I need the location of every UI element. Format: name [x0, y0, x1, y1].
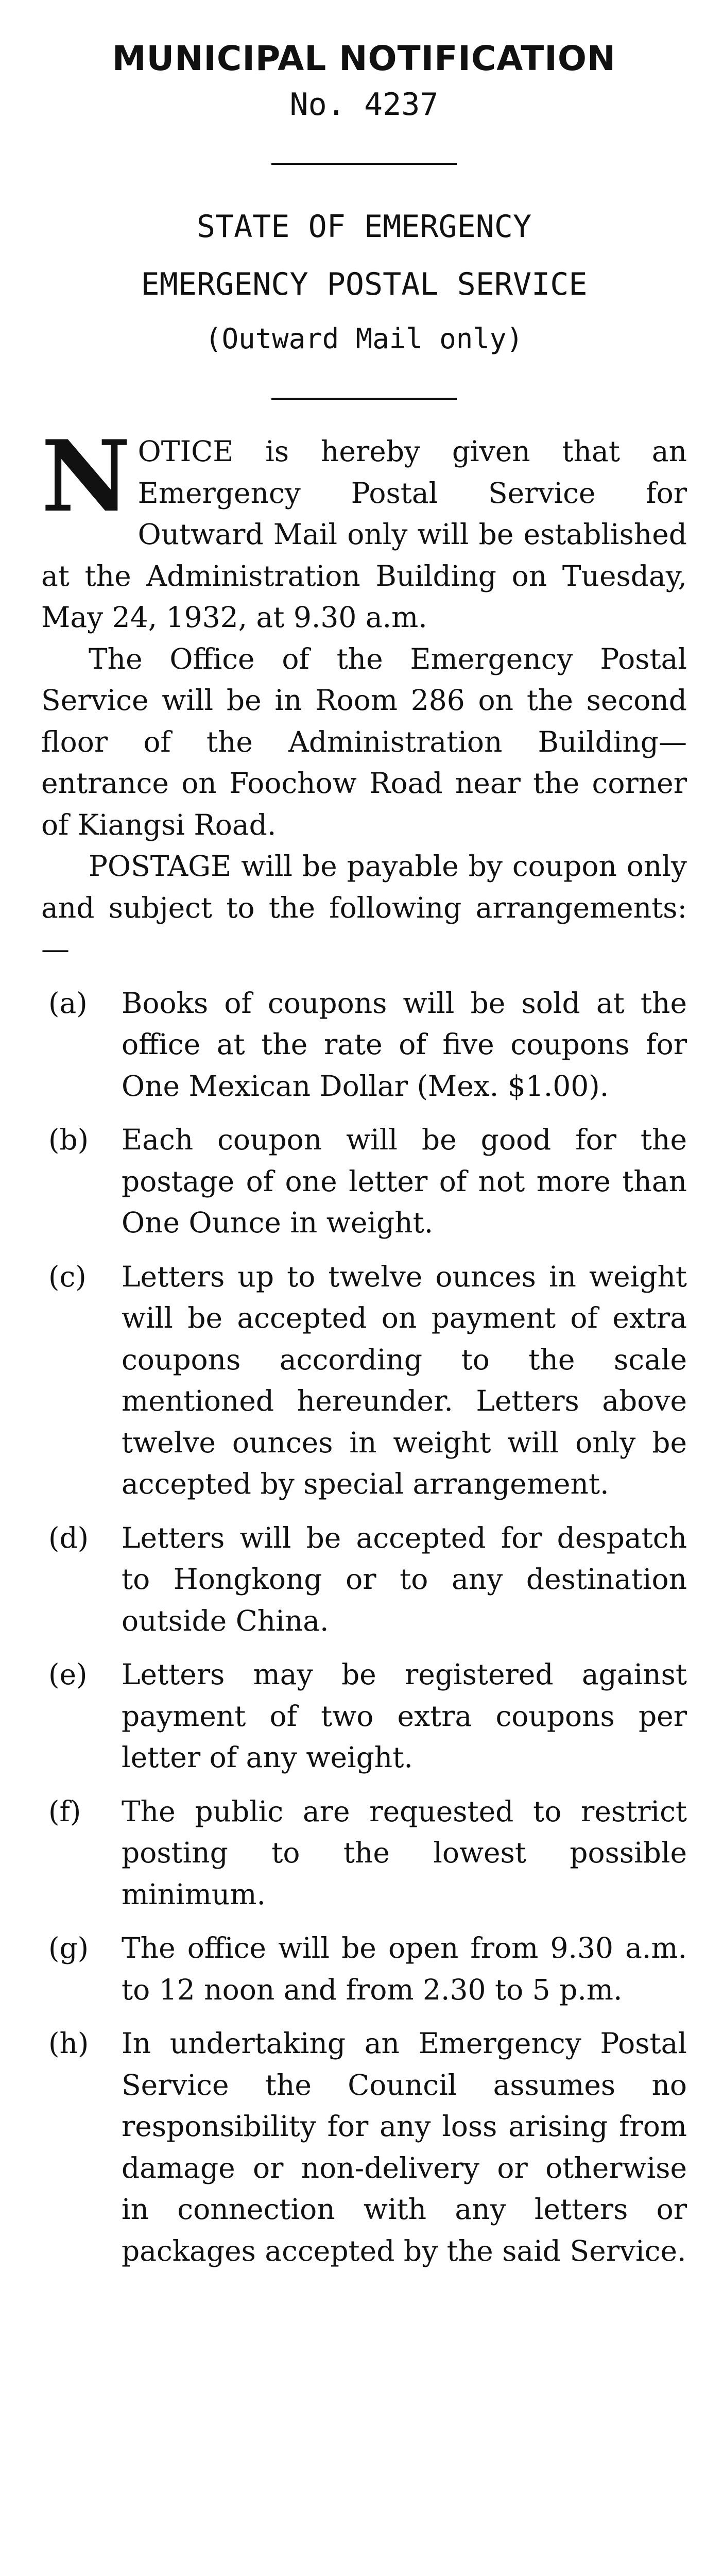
item-label: (c): [48, 1260, 87, 1293]
item-label: (b): [48, 1123, 89, 1156]
list-item: [41, 1119, 687, 1244]
notification-number: No. 4237: [289, 87, 439, 123]
item-label: (a): [48, 986, 88, 1020]
top-divider: [271, 163, 457, 165]
item-label: (g): [48, 1931, 89, 1964]
list-item: [41, 982, 687, 1107]
item-label: (d): [48, 1521, 89, 1554]
notification-title: MUNICIPAL NOTIFICATION: [112, 39, 616, 78]
office-paragraph: The Office of the Emergency Postal Service will be in Room 286 on the second floor of the Administration Building—entrance on Foochow Road near the corner of Kiangsi Road.: [41, 642, 687, 841]
item-text: The office will be open from 9.30 a.m. to 12 noon and from 2.30 to 5 p.m.: [122, 1931, 687, 2006]
item-text: Books of coupons will be sold at the office at the rate of five coupons for One Mexican Dollar (Mex. $1.00).: [122, 986, 687, 1103]
item-text: The public are requested to restrict posting to the lowest possible minimum.: [122, 1794, 687, 1911]
postage-paragraph: POSTAGE will be payable by coupon only and subject to the following arrangements:—: [41, 850, 687, 965]
item-text: Letters will be accepted for despatch to Hongkong or to any destination outside China.: [122, 1521, 687, 1637]
heading-emergency-postal-service: EMERGENCY POSTAL SERVICE: [141, 266, 588, 302]
list-item: [41, 1654, 687, 1778]
item-label: (e): [48, 1658, 88, 1691]
list-item: [41, 1927, 687, 2010]
drop-cap: N: [41, 419, 131, 534]
item-label: (f): [48, 1794, 81, 1828]
notice-text: OTICE is hereby given that an Emergency Postal Service for Outward Mail only will be established at the Administration Building on Tuesday, May 24, 1932, at 9.30 a.m.: [41, 435, 687, 634]
arrangements-list: [41, 982, 687, 2272]
bottom-divider: [271, 398, 457, 400]
item-text: In undertaking an Emergency Postal Service the Council assumes no responsibility for any loss arising from damage or non-delivery or otherwise in connection with any letters or packages accepted by the said Service.: [122, 2027, 687, 2267]
item-text: Each coupon will be good for the postage of one letter of not more than One Ounce in weight.: [122, 1123, 687, 1239]
list-item: [41, 1256, 687, 1505]
heading-outward-mail: (Outward Mail only): [205, 323, 523, 355]
item-text: Letters may be registered against payment of two extra coupons per letter of any weight.: [122, 1658, 687, 1774]
list-item: [41, 2023, 687, 2272]
item-text: Letters up to twelve ounces in weight will be accepted on payment of extra coupons according to the scale mentioned hereunder. Letters above twelve ounces in weight will only be accepted by special arrangement.: [122, 1260, 687, 1500]
heading-state-of-emergency: STATE OF EMERGENCY: [196, 209, 532, 245]
list-item: [41, 1791, 687, 1916]
notice-paragraph: [41, 419, 687, 638]
item-label: (h): [48, 2027, 89, 2060]
list-item: [41, 1517, 687, 1642]
